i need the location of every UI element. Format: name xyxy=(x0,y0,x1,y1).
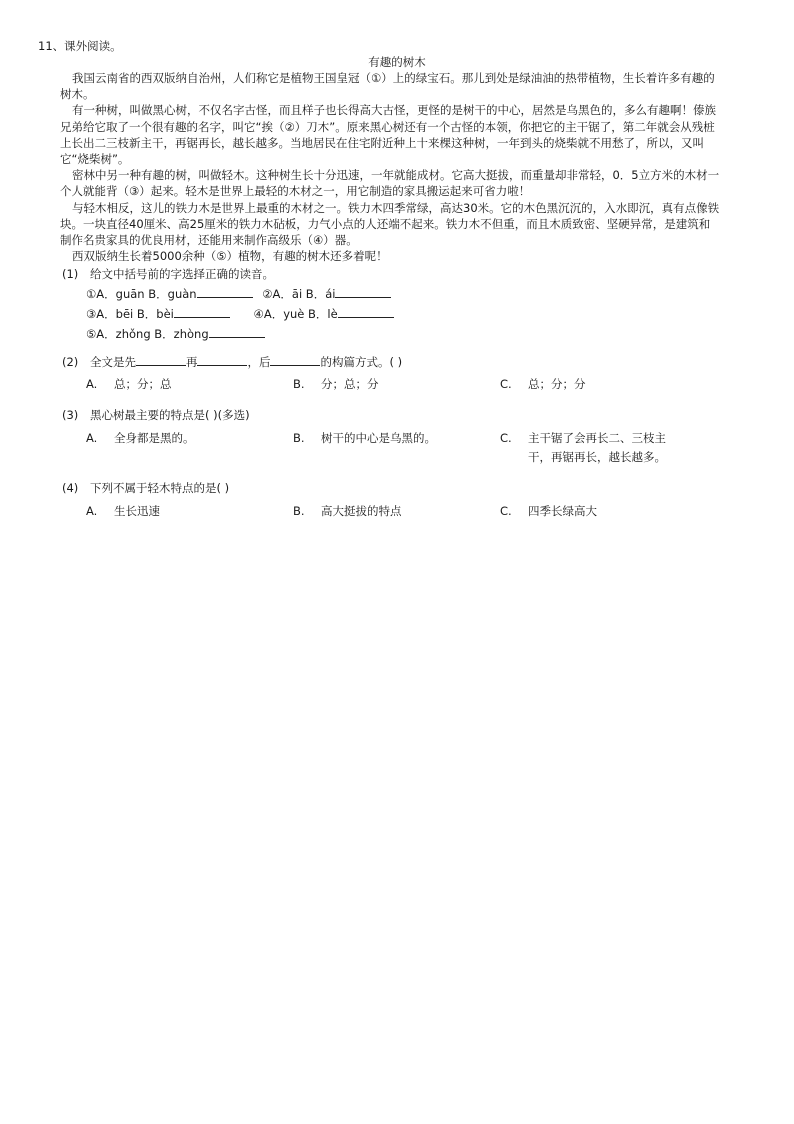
answer-blank[interactable] xyxy=(335,286,391,298)
option-c[interactable] xyxy=(500,376,586,392)
option-label: C. xyxy=(500,377,512,391)
pinyin-row-3 xyxy=(86,326,265,342)
subquestion-number: (3) xyxy=(62,408,79,422)
passage-paragraph: 有一种树，叫做黑心树，不仅名字古怪，而且样子也长得高大古怪，更怪的是树干的中心，居然是乌黑色的，多么有趣啊！傣族兄弟给它取了一个很有趣的名字，叫它“挨（②）刀木”。原来黑心树还有一个古怪的本领，你把它的主干锯了，第二年就会从残桩上长出二三枝新主干，再锯再长，越长越多。当地居民在住宅附近种上十来棵这种树，一年到头的烧柴就不用愁了，所以，又叫它“烧柴树”。 xyxy=(60,103,716,167)
passage-paragraph: 与轻木相反，这儿的铁力木是世界上最重的木材之一。铁力木四季常绿，高达30米。它的木色黑沉沉的，入水即沉，真有点像铁块。一块直径40厘米、高25厘米的铁力木砧板，力气小点的人还端不起来。铁力木不但重，而且木质致密、坚硬异常，是建筑和制作名贵家具的优良用材，还能用来制作高级乐（④）器。 xyxy=(60,200,720,248)
pinyin-choice: ②A．āi B．ái xyxy=(262,287,336,301)
option-text: 全身都是黑的。 xyxy=(114,431,195,445)
pinyin-choice: ⑤A．zhǒng B．zhòng xyxy=(86,327,209,341)
subquestion-number: (1) xyxy=(62,267,79,281)
subquestion-stem: 全文是先 xyxy=(89,355,136,369)
option-text: 总；分；分 xyxy=(528,377,586,391)
option-text: 高大挺拔的特点 xyxy=(321,504,402,518)
option-label: A. xyxy=(86,377,98,391)
pinyin-row-1 xyxy=(86,286,391,302)
option-text: 分；总；分 xyxy=(321,377,379,391)
passage-paragraph: 密林中另一种有趣的树，叫做轻木。这种树生长十分迅速，一年就能成材。它高大挺拔，而重量却非常轻，0．5立方米的木材一个人就能背（③）起来。轻木是世界上最轻的木材之一，用它制造的家具搬运起来可省力啦！ xyxy=(60,168,720,199)
option-label: B. xyxy=(293,377,305,391)
pinyin-choice: ①A．guān B．guàn xyxy=(86,287,197,301)
pinyin-choice: ③A．bēi B．bèi xyxy=(86,307,174,321)
option-b[interactable] xyxy=(293,376,379,392)
passage-body xyxy=(60,70,720,264)
subquestion-stem: 的构篇方式。( ) xyxy=(320,355,403,369)
option-label: C. xyxy=(500,504,512,518)
option-c-continued xyxy=(528,449,666,465)
passage-title: 有趣的树木 xyxy=(368,55,426,69)
option-a[interactable] xyxy=(86,503,160,519)
passage-paragraph: 我国云南省的西双版纳自治州，人们称它是植物王国皇冠（①）上的绿宝石。那儿到处是绿油油的热带植物，生长着许多有趣的树木。 xyxy=(60,71,715,102)
option-a[interactable] xyxy=(86,376,172,392)
subquestion-4 xyxy=(62,480,229,496)
option-a[interactable] xyxy=(86,430,195,446)
option-text: 树干的中心是乌黑的。 xyxy=(321,431,436,445)
option-b[interactable] xyxy=(293,430,436,446)
question-number: 11、课外阅读。 xyxy=(38,39,122,53)
option-c[interactable] xyxy=(500,503,597,519)
subquestion-2 xyxy=(62,354,402,370)
passage-paragraph: 西双版纳生长着5000余种（⑤）植物，有趣的树木还多着呢！ xyxy=(72,249,388,264)
subquestion-3 xyxy=(62,407,250,423)
subquestion-stem: ，后 xyxy=(247,355,271,369)
answer-blank[interactable] xyxy=(338,306,394,318)
subquestion-number: (2) xyxy=(62,355,79,369)
option-label: B. xyxy=(293,431,305,445)
answer-blank[interactable] xyxy=(197,286,253,298)
answer-blank[interactable] xyxy=(209,326,265,338)
option-text: 干，再锯再长，越长越多。 xyxy=(528,450,666,464)
subquestion-stem: 再 xyxy=(185,355,198,369)
option-text: 生长迅速 xyxy=(114,504,160,518)
option-label: A. xyxy=(86,504,98,518)
answer-blank[interactable] xyxy=(136,354,186,366)
option-c[interactable] xyxy=(500,430,666,446)
pinyin-choice: ④A．yuè B．lè xyxy=(253,307,338,321)
option-text: 主干锯了会再长二、三枝主 xyxy=(528,431,666,445)
answer-blank[interactable] xyxy=(174,306,230,318)
option-label: B. xyxy=(293,504,305,518)
subquestion-1 xyxy=(62,266,274,282)
pinyin-row-2 xyxy=(86,306,394,322)
answer-blank[interactable] xyxy=(270,354,320,366)
subquestion-stem: 下列不属于轻木特点的是( ) xyxy=(89,481,230,495)
option-text: 四季长绿高大 xyxy=(528,504,597,518)
option-b[interactable] xyxy=(293,503,402,519)
answer-blank[interactable] xyxy=(197,354,247,366)
option-label: C. xyxy=(500,431,512,445)
subquestion-number: (4) xyxy=(62,481,79,495)
subquestion-stem: 黑心树最主要的特点是( )(多选) xyxy=(89,408,250,422)
option-text: 总；分；总 xyxy=(114,377,172,391)
subquestion-stem: 给文中括号前的字选择正确的读音。 xyxy=(89,267,274,281)
option-label: A. xyxy=(86,431,98,445)
